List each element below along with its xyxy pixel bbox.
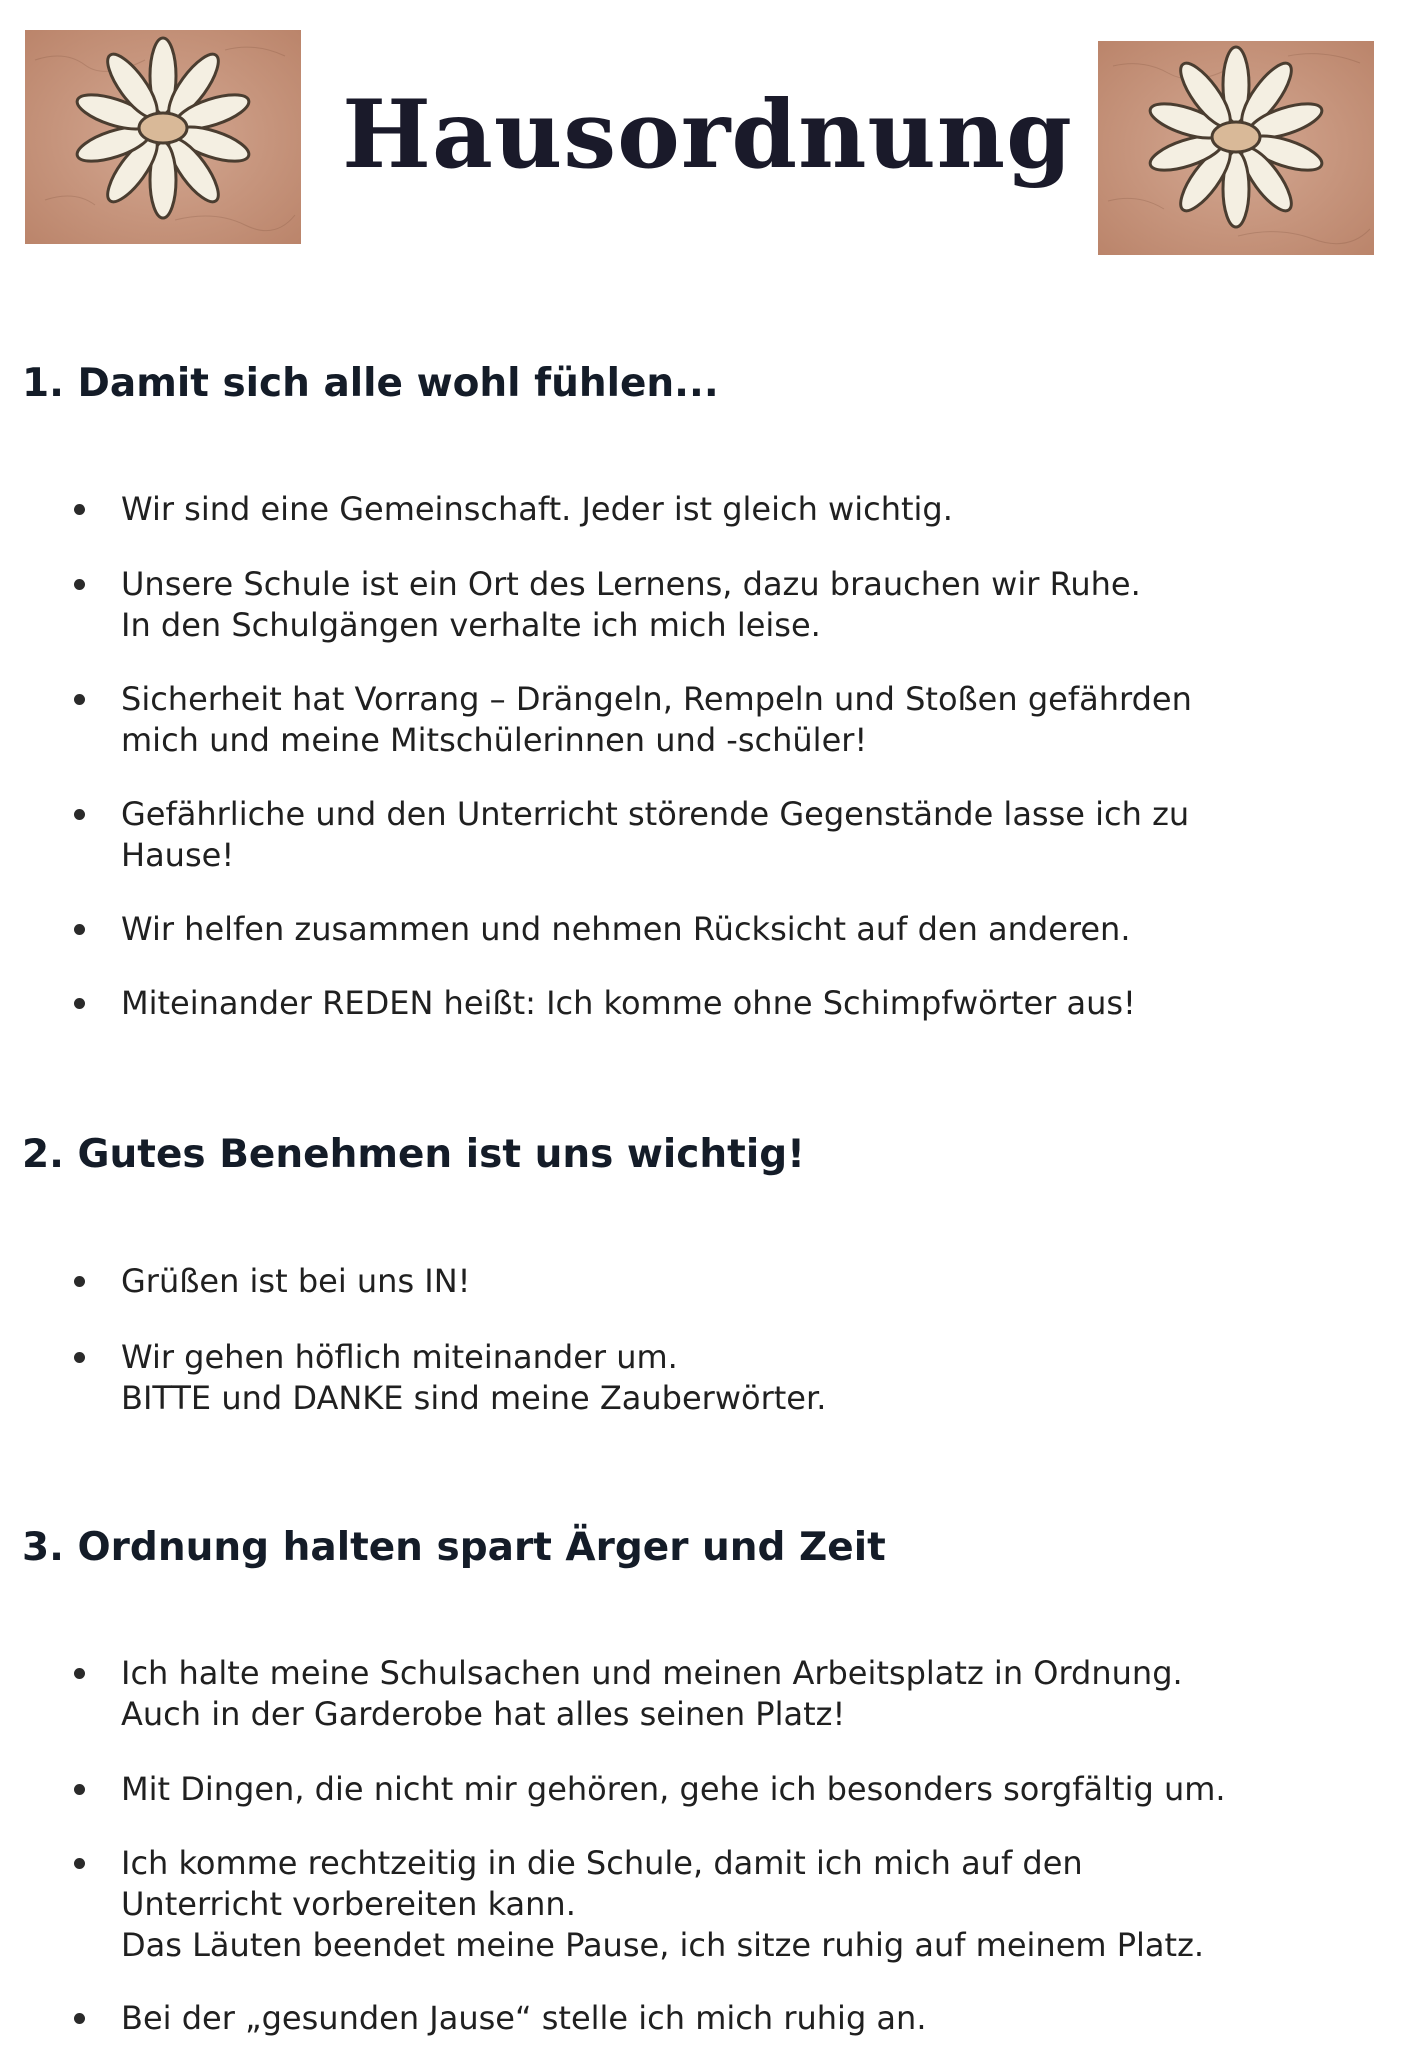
list-item: Bei der „gesunden Jause“ stelle ich mich ruhig an.: [121, 1998, 926, 2039]
bullet-icon: [74, 1858, 85, 1869]
section-heading-manners: 2. Gutes Benehmen ist uns wichtig!: [22, 1132, 805, 1177]
list-item: Wir helfen zusammen und nehmen Rücksicht auf den anderen.: [121, 909, 1131, 950]
list-item: Wir sind eine Gemeinschaft. Jeder ist gleich wichtig.: [121, 489, 953, 530]
list-item: Ich halte meine Schulsachen und meinen Arbeitsplatz in Ordnung. Auch in der Garderobe hat alles seinen Platz!: [121, 1653, 1183, 1735]
list-item: Mit Dingen, die nicht mir gehören, gehe ich besonders sorgfältig um.: [121, 1769, 1226, 1810]
bullet-icon: [74, 579, 85, 590]
list-item: Wir gehen höflich miteinander um. BITTE und DANKE sind meine Zauberwörter.: [121, 1337, 826, 1419]
bullet-icon: [74, 1352, 85, 1363]
bullet-icon: [74, 1276, 85, 1287]
bullet-icon: [74, 998, 85, 1009]
flower-tile-right-icon: [1098, 41, 1374, 255]
section-heading-wellbeing: 1. Damit sich alle wohl fühlen...: [22, 361, 719, 406]
list-item: Gefährliche und den Unterricht störende Gegenstände lasse ich zu Hause!: [121, 794, 1189, 876]
list-item: Grüßen ist bei uns IN!: [121, 1261, 470, 1302]
list-item: Unsere Schule ist ein Ort des Lernens, dazu brauchen wir Ruhe. In den Schulgängen verhalte ich mich leise.: [121, 564, 1141, 646]
page-title: Hausordnung: [342, 80, 1073, 190]
list-item: Miteinander REDEN heißt: Ich komme ohne Schimpfwörter aus!: [121, 983, 1136, 1024]
bullet-icon: [74, 2013, 85, 2024]
bullet-icon: [74, 504, 85, 515]
section-heading-order: 3. Ordnung halten spart Ärger und Zeit: [22, 1525, 886, 1570]
bullet-icon: [74, 1668, 85, 1679]
bullet-icon: [74, 694, 85, 705]
bullet-icon: [74, 924, 85, 935]
list-item: Ich komme rechtzeitig in die Schule, damit ich mich auf den Unterricht vorbereiten kann. Das Läuten beendet meine Pause, ich sitze ruhig auf meinem Platz.: [121, 1843, 1204, 1966]
bullet-icon: [74, 809, 85, 820]
list-item: Sicherheit hat Vorrang – Drängeln, Rempeln und Stoßen gefährden mich und meine Mitschülerinnen und -schüler!: [121, 679, 1192, 761]
bullet-icon: [74, 1784, 85, 1795]
